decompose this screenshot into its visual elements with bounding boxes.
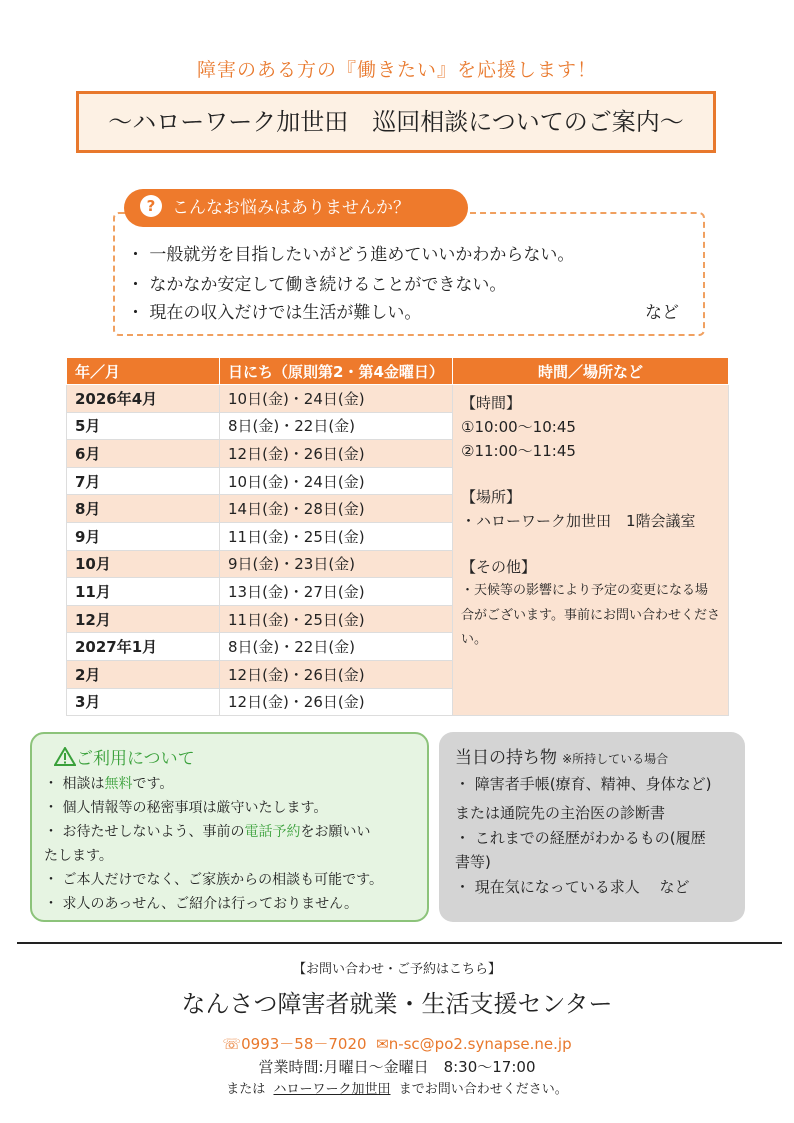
month-cell: 8月: [67, 495, 220, 523]
bring-line: 書等): [455, 853, 491, 871]
usage-line: ・ ご本人だけでなく、ご家族からの相談も可能です。: [44, 872, 384, 888]
dates-cell: 10日(金)・24日(金): [220, 467, 453, 495]
bring-line: ・ 障害者手帳(療育、精神、身体など): [455, 775, 712, 793]
usage-title-text: ご利用について: [76, 749, 195, 769]
month-cell: 2026年4月: [67, 385, 220, 413]
phone-reservation-emphasis: 電話予約: [244, 824, 301, 840]
dates-cell: 8日(金)・22日(金): [220, 412, 453, 440]
place-label: 【場所】: [461, 488, 522, 506]
dates-cell: 11日(金)・25日(金): [220, 522, 453, 550]
schedule-header-row: [67, 358, 729, 385]
bring-line: ・ 現在気になっている求人 など: [455, 878, 690, 896]
email-address[interactable]: ✉n-sc@po2.synapse.ne.jp: [376, 1035, 572, 1053]
usage-line: ・ 求人のあっせん、ご紹介は行っておりません。: [44, 896, 358, 912]
month-cell: 10月: [67, 550, 220, 578]
worry-item: ・ 一般就労を目指したいがどう進めていいかわからない。: [127, 245, 575, 265]
organization-name: なんさつ障害者就業・生活支援センター: [181, 990, 613, 1018]
dates-cell: 12日(金)・26日(金): [220, 440, 453, 468]
alternate-contact: または ハローワーク加世田 までお問い合わせください。: [226, 1082, 568, 1097]
month-cell: 12月: [67, 605, 220, 633]
dates-cell: 10日(金)・24日(金): [220, 385, 453, 413]
phone-number[interactable]: ☏0993－58－7020: [222, 1035, 367, 1053]
business-hours: 営業時間:月曜日～金曜日 8:30～17:00: [258, 1058, 536, 1076]
month-cell: 2027年1月: [67, 633, 220, 661]
month-cell: 2月: [67, 660, 220, 688]
dates-cell: 11日(金)・25日(金): [220, 605, 453, 633]
page-title: ～ハローワーク加世田 巡回相談についてのご案内～: [76, 91, 716, 153]
bring-line: または通院先の主治医の診断書: [455, 804, 666, 822]
hellowork-link[interactable]: ハローワーク加世田: [273, 1082, 391, 1097]
other-text: ・天候等の影響により予定の変更になる場合がございます。事前にお問い合わせください。: [461, 583, 720, 648]
usage-line: ・ 個人情報等の秘密事項は厳守いたします。: [44, 800, 328, 816]
headline: 障害のある方の『働きたい』を応援します！: [196, 59, 597, 81]
month-cell: 6月: [67, 440, 220, 468]
warning-icon: [54, 747, 76, 766]
col-header-info: 時間／場所など: [453, 358, 729, 385]
dates-cell: 13日(金)・27日(金): [220, 578, 453, 606]
contact-line: [0, 1033, 794, 1054]
contact-label: 【お問い合わせ・ご予約はこちら】: [292, 962, 501, 977]
bring-title: 当日の持ち物 ※所持している場合: [455, 748, 669, 768]
other-label: 【その他】: [461, 558, 537, 576]
bring-line: ・ これまでの経歴がわかるもの(履歴: [455, 829, 706, 847]
dates-cell: 9日(金)・23日(金): [220, 550, 453, 578]
month-cell: 3月: [67, 688, 220, 716]
month-cell: 5月: [67, 412, 220, 440]
usage-line: たします。: [44, 848, 113, 864]
dates-cell: 8日(金)・22日(金): [220, 633, 453, 661]
time-slot-2: ②11:00～11:45: [461, 442, 576, 460]
worries-label-text: こんなお悩みはありませんか？: [172, 198, 410, 218]
question-icon: ?: [140, 195, 162, 217]
schedule-table: [66, 357, 729, 716]
col-header-dates: 日にち（原則第2・第4金曜日）: [220, 358, 453, 385]
dates-cell: 14日(金)・28日(金): [220, 495, 453, 523]
worries-label: [124, 189, 468, 227]
free-emphasis: 無料: [104, 776, 133, 792]
time-label: 【時間】: [461, 394, 522, 412]
dates-cell: 12日(金)・26日(金): [220, 688, 453, 716]
col-header-month: 年／月: [67, 358, 220, 385]
bring-note: ※所持している場合: [562, 752, 669, 766]
table-row: [67, 385, 729, 413]
info-cell: [453, 385, 729, 716]
divider: [17, 942, 782, 944]
place-text: ・ハローワーク加世田 1階会議室: [461, 512, 696, 530]
usage-line: ・ お待たせしないよう、事前の電話予約をお願いい: [44, 824, 371, 840]
month-cell: 9月: [67, 522, 220, 550]
month-cell: 7月: [67, 467, 220, 495]
worry-item: ・ なかなか安定して働き続けることができない。: [127, 275, 507, 295]
month-cell: 11月: [67, 578, 220, 606]
dates-cell: 12日(金)・26日(金): [220, 660, 453, 688]
worry-item: ・ 現在の収入だけでは生活が難しい。: [127, 303, 422, 323]
usage-title: [54, 744, 195, 769]
usage-line: ・ 相談は無料です。: [44, 776, 174, 792]
time-slot-1: ①10:00～10:45: [461, 418, 576, 436]
worry-etc: など: [645, 303, 679, 323]
